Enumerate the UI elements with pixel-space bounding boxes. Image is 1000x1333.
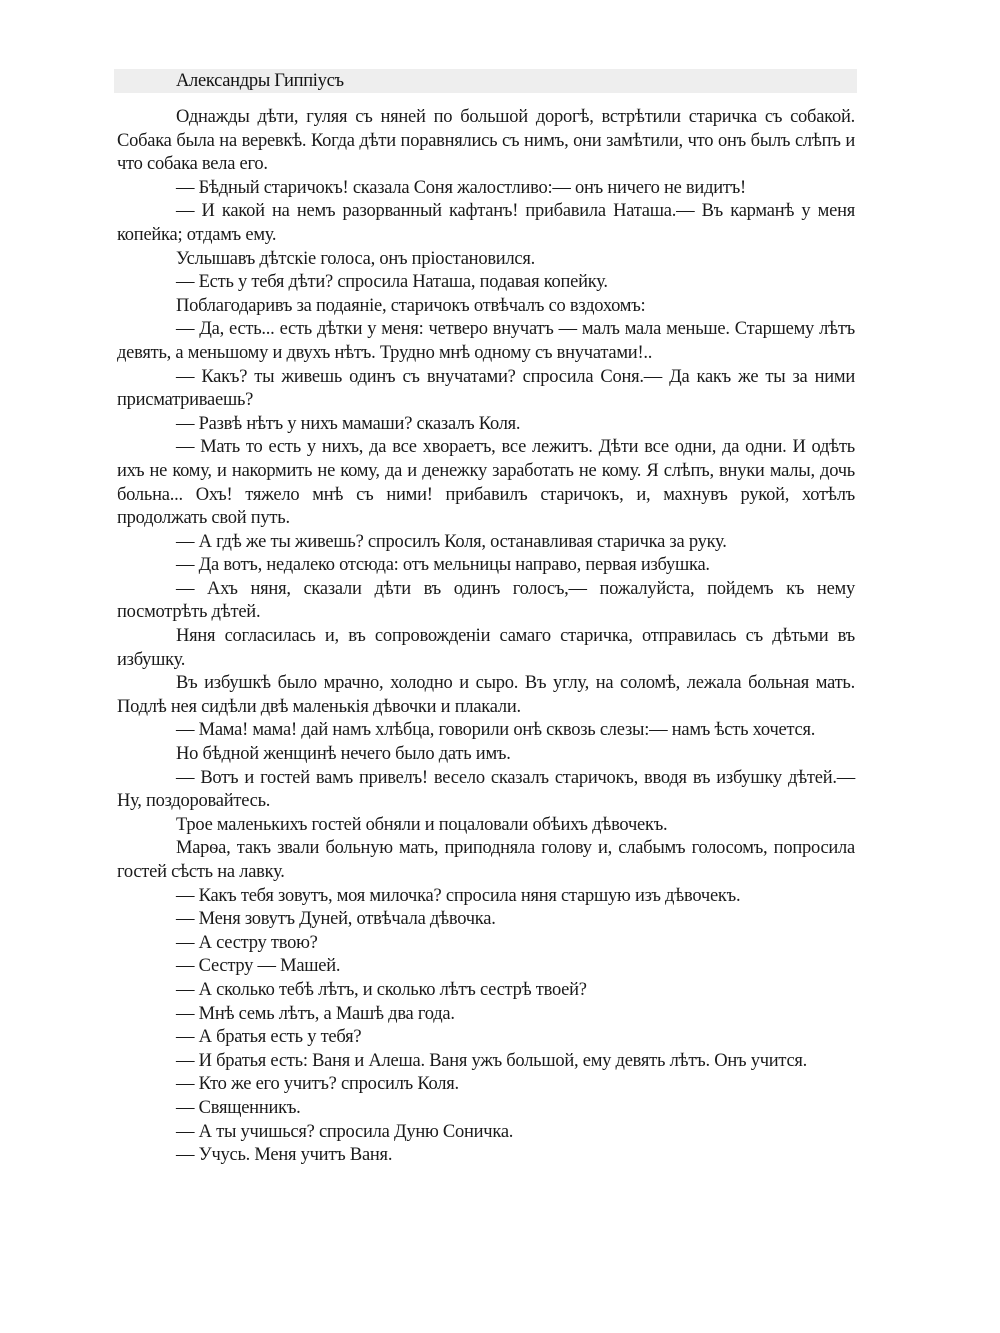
paragraph: Но бѣдной женщинѣ нечего было дать имъ. bbox=[176, 744, 511, 765]
paragraph: — Какъ тебя зовутъ, моя милочка? спросила няня старшую изъ дѣвочекъ. bbox=[176, 885, 741, 906]
paragraph: — Священникъ. bbox=[176, 1097, 301, 1118]
paragraph: — И братья есть: Ваня и Алеша. Ваня ужъ большой, ему девять лѣтъ. Онъ учится. bbox=[176, 1050, 808, 1071]
paragraph: — Развѣ нѣтъ у нихъ мамаши? сказалъ Коля. bbox=[176, 413, 521, 434]
paragraph: Трое маленькихъ гостей обняли и поцаловали обѣихъ дѣвочекъ. bbox=[176, 814, 668, 835]
paragraph: — Какъ? ты живешь одинъ съ внучатами? спросила Соня.— Да какъ же ты за ними присматриваешь? bbox=[117, 366, 855, 411]
body-text bbox=[117, 106, 855, 1168]
paragraph: — Учусь. Меня учитъ Ваня. bbox=[176, 1145, 393, 1166]
paragraph: Поблагодаривъ за подаяніе, старичокъ отвѣчалъ со вздохомъ: bbox=[176, 295, 646, 316]
paragraph: — Ахъ няня, сказали дѣти въ одинъ голосъ,— пожалуйста, пойдемъ къ нему посмотрѣть дѣтей. bbox=[117, 578, 855, 623]
paragraph: — Да, есть... есть дѣтки у меня: четверо внучатъ — малъ мала меньше. Старшему лѣтъ девять, а меньшому и двухъ нѣтъ. Трудно мнѣ одному съ внучатами!.. bbox=[117, 319, 855, 363]
author-name: Александры Гиппіусъ bbox=[176, 71, 344, 91]
paragraph: Марѳа, такъ звали больную мать, приподняла голову и, слабымъ голосомъ, попросила гостей сѣсть на лавку. bbox=[117, 838, 855, 882]
paragraph: — А сколько тебѣ лѣтъ, и сколько лѣтъ сестрѣ твоей? bbox=[176, 979, 587, 1000]
paragraph: — А ты учишься? спросила Дуню Соничка. bbox=[176, 1121, 514, 1142]
paragraph: — А братья есть у тебя? bbox=[176, 1027, 362, 1048]
paragraph: — Есть у тебя дѣти? спросила Наташа, подавая копейку. bbox=[176, 272, 608, 293]
paragraph: Въ избушкѣ было мрачно, холодно и сыро. Въ углу, на соломѣ, лежала больная мать. Подлѣ нея сидѣли двѣ маленькія дѣвочки и плакали. bbox=[117, 673, 855, 717]
paragraph: — Бѣдный старичокъ! сказала Соня жалостливо:— онъ ничего не видитъ! bbox=[176, 177, 746, 198]
paragraph: — Меня зовутъ Дуней, отвѣчала дѣвочка. bbox=[176, 909, 496, 930]
paragraph: Услышавъ дѣтскіе голоса, онъ пріостановился. bbox=[176, 248, 536, 269]
paragraph: — А гдѣ же ты живешь? спросилъ Коля, останавливая старичка за руку. bbox=[176, 531, 727, 552]
paragraph: — Мнѣ семь лѣтъ, а Машѣ два года. bbox=[176, 1003, 455, 1024]
paragraph: — Мама! мама! дай намъ хлѣбца, говорили онѣ сквозь слезы:— намъ ѣсть хочется. bbox=[176, 720, 816, 741]
paragraph: — И какой на немъ разорванный кафтанъ! прибавила Наташа.— Въ карманѣ у меня копейка; отдамъ ему. bbox=[117, 201, 855, 245]
running-header bbox=[114, 69, 857, 93]
paragraph: — Да вотъ, недалеко отсюда: отъ мельницы направо, первая избушка. bbox=[176, 555, 710, 576]
paragraph: Няня согласилась и, въ сопровожденіи самаго старичка, отправилась съ дѣтьми въ избушку. bbox=[117, 626, 855, 670]
paragraph: — Вотъ и гостей вамъ привелъ! весело сказалъ старичокъ, вводя въ избушку дѣтей.— Ну, поздоровайтесь. bbox=[117, 767, 855, 812]
paragraph: Однажды дѣти, гуляя съ няней по большой дорогѣ, встрѣтили старичка съ собакой. Собака была на веревкѣ. Когда дѣти поравнялись съ нимъ, они замѣтили, что онъ былъ слѣпъ и что собака вела его. bbox=[117, 107, 855, 175]
paragraph: — Мать то есть у нихъ, да все хвораетъ, все лежитъ. Дѣти все одни, да одни. И одѣть ихъ не кому, и накормить не кому, да и денежку заработать не кому. Я слѣпъ, внуки малы, дочь больна... Охъ! тяжело мнѣ съ ними! прибавилъ старичокъ, и, махнувъ рукой, хотѣлъ продолжать свой путь. bbox=[117, 437, 855, 529]
paragraph: — А сестру твою? bbox=[176, 932, 318, 953]
paragraph: — Сестру — Машей. bbox=[176, 956, 341, 977]
paragraph: — Кто же его учитъ? спросилъ Коля. bbox=[176, 1074, 459, 1095]
